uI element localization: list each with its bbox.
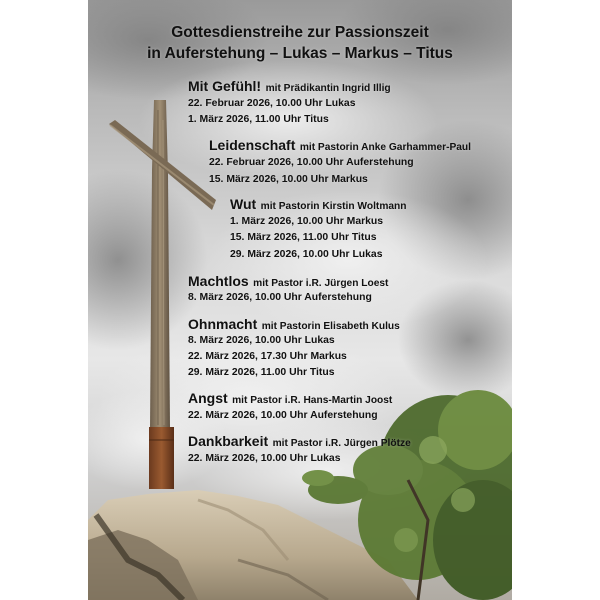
service-date: 29. März 2026, 11.00 Uhr Titus bbox=[188, 367, 335, 378]
poster-title-line-2: in Auferstehung – Lukas – Markus – Titus bbox=[147, 45, 453, 62]
series-word: Dankbarkeit bbox=[188, 433, 269, 449]
service-date: 22. März 2026, 10.00 Uhr Auferstehung bbox=[188, 410, 378, 421]
series-heading bbox=[188, 433, 411, 451]
series-word: Mit Gefühl! bbox=[188, 78, 262, 94]
service-date: 22. März 2026, 17.30 Uhr Markus bbox=[188, 351, 347, 362]
service-date: 22. März 2026, 10.00 Uhr Lukas bbox=[188, 453, 341, 464]
series-person: mit Pastor i.R. Jürgen Loest bbox=[253, 278, 389, 289]
service-date: 22. Februar 2026, 10.00 Uhr Auferstehung bbox=[209, 157, 414, 168]
series-heading bbox=[188, 273, 388, 291]
service-date: 15. März 2026, 11.00 Uhr Titus bbox=[230, 232, 377, 243]
series-word: Angst bbox=[188, 390, 228, 406]
series-person: mit Pastor i.R. Hans-Martin Joost bbox=[232, 395, 393, 406]
series-person: mit Pastorin Anke Garhammer-Paul bbox=[299, 142, 471, 153]
service-date: 1. März 2026, 11.00 Uhr Titus bbox=[188, 114, 329, 125]
service-date: 22. Februar 2026, 10.00 Uhr Lukas bbox=[188, 98, 356, 109]
series-heading bbox=[230, 196, 406, 214]
series-word: Wut bbox=[230, 196, 257, 212]
service-date: 1. März 2026, 10.00 Uhr Markus bbox=[230, 216, 384, 227]
service-date: 29. März 2026, 10.00 Uhr Lukas bbox=[230, 249, 383, 260]
series-person: mit Prädikantin Ingrid Illig bbox=[265, 83, 391, 94]
series-heading bbox=[188, 316, 400, 334]
series-person: mit Pastorin Kirstin Woltmann bbox=[260, 201, 407, 212]
series-word: Leidenschaft bbox=[209, 137, 296, 153]
series-person: mit Pastor i.R. Jürgen Plötze bbox=[272, 438, 411, 449]
service-date: 8. März 2026, 10.00 Uhr Auferstehung bbox=[188, 292, 372, 303]
series-person: mit Pastorin Elisabeth Kulus bbox=[261, 321, 400, 332]
series-heading bbox=[209, 137, 471, 155]
series-heading bbox=[188, 78, 391, 96]
service-date: 15. März 2026, 10.00 Uhr Markus bbox=[209, 174, 368, 185]
poster-title-line-1: Gottesdienstreihe zur Passionszeit bbox=[171, 24, 429, 41]
service-date: 8. März 2026, 10.00 Uhr Lukas bbox=[188, 335, 335, 346]
poster bbox=[88, 0, 512, 600]
series-word: Machtlos bbox=[188, 273, 249, 289]
series-word: Ohnmacht bbox=[188, 316, 258, 332]
series-heading bbox=[188, 390, 392, 408]
